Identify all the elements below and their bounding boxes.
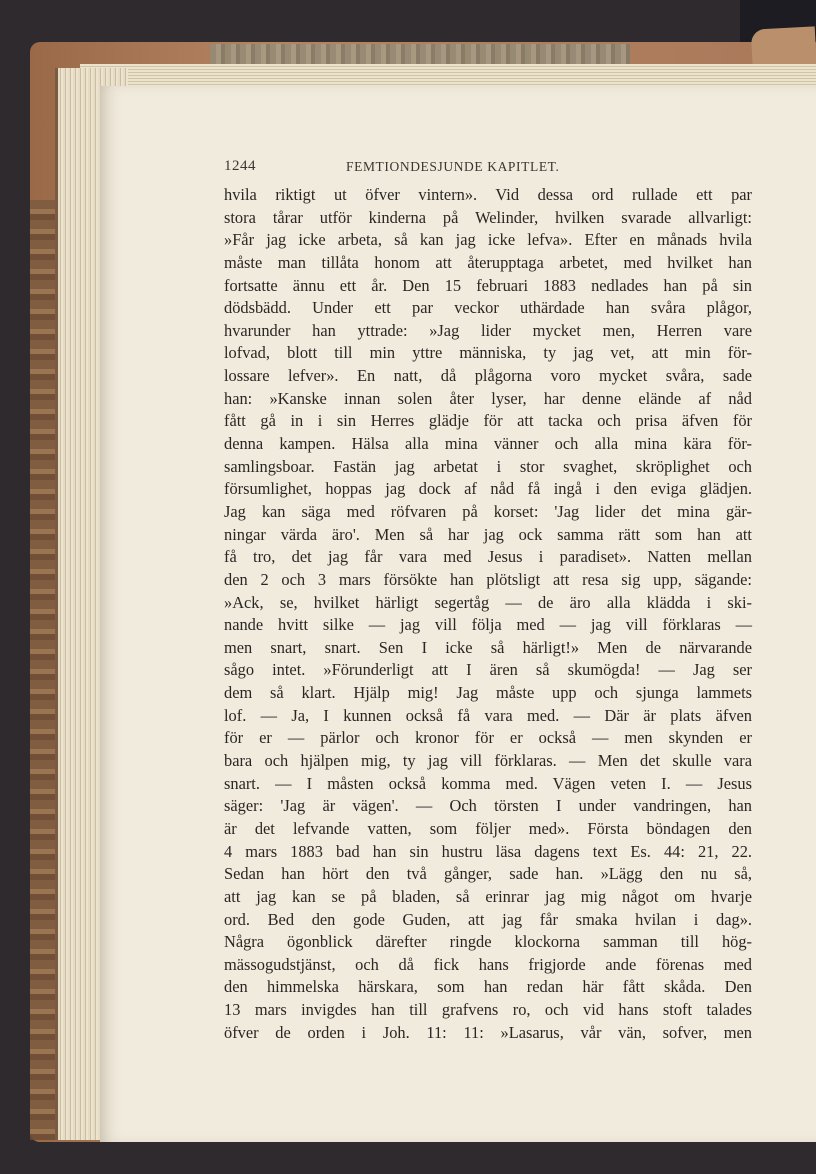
text-line: fått gå in i sin Herres glädje för att tacka och prisa äfven för: [224, 411, 752, 431]
text-line: hvila riktigt ut öfver vintern». Vid dessa ord rullade ett par: [224, 185, 752, 204]
text-line: att jag kan se på bladen, så erinrar jag mig något om hvarje: [224, 886, 752, 906]
text-line: måste man tillåta honom att återupptaga arbetet, med hvilket han: [224, 252, 752, 272]
text-line: dem så klart. Hjälp mig! Jag måste upp och sjunga lammets: [224, 683, 752, 703]
text-line: öfver de orden i Joh. 11: 11: »Lasarus, vår vän, sofver, men: [224, 1022, 752, 1042]
text-line: fortsatte ännu ett år. Den 15 februari 1883 nedlades han på sin: [224, 275, 752, 295]
text-line: 13 mars invigdes han till grafvens ro, och vid hans stoft talades: [224, 1000, 752, 1020]
running-head: [224, 158, 784, 182]
text-line: dödsbädd. Under ett par veckor uthärdade han svåra plågor,: [224, 298, 752, 318]
text-line: hvarunder han yttrade: »Jag lider mycket men, Herren vare: [224, 320, 752, 340]
text-line: lofvad, blott till min yttre människa, ty jag vet, att min för-: [224, 343, 752, 363]
text-line: för er — pärlor och kronor för er också — men skynden er: [224, 728, 752, 748]
text-line: 4 mars 1883 bad han sin hustru läsa dagens text Es. 44: 21, 22.: [224, 841, 752, 861]
text-line: lof. — Ja, I kunnen också få vara med. — Där är plats äfven: [224, 705, 752, 725]
text-line: men snart, snart. Sen I icke så härligt!» Men de närvarande: [224, 637, 752, 657]
text-line: få tro, det jag får vara med Jesus i paradiset». Natten mellan: [224, 547, 752, 567]
text-line: är det lefvande vatten, som följer med». Första böndagen den: [224, 818, 752, 838]
text-line: Jag kan säga med röfvaren på korset: 'Jag lider det mina gär-: [224, 501, 752, 521]
text-line: mässogudstjänst, och då fick hans frigjorde ande förenas med: [224, 954, 752, 974]
text-line: »Får jag icke arbeta, så kan jag icke lefva». Efter en månads hvila: [224, 230, 752, 250]
text-line: lossare lefver». En natt, då plågorna voro mycket svåra, sade: [224, 366, 752, 386]
text-line: försumlighet, hoppas jag dock af nåd få ingå i den eviga glädjen.: [224, 479, 752, 499]
text-line: Några ögonblick därefter ringde klockorna samman till hög-: [224, 932, 752, 952]
text-line: sågo intet. »Förunderligt att I ären så skumögda! — Jag ser: [224, 660, 752, 680]
text-line: ord. Bed den gode Guden, att jag får smaka hvilan i dag».: [224, 909, 752, 929]
body-text: [224, 184, 752, 1044]
text-line: Sedan han hört den två gånger, sade han. »Lägg den nu så,: [224, 864, 752, 884]
text-line: nande hvitt silke — jag vill följa med — jag vill förklaras —: [224, 615, 752, 635]
text-line: bara och hjälpen mig, ty jag vill förklaras. — Men det skulle vara: [224, 751, 752, 771]
text-line: »Ack, se, hvilket härligt segertåg — de äro alla klädda i ski-: [224, 592, 752, 612]
book-spine-edge: [30, 200, 56, 1140]
text-line: den 2 och 3 mars försökte han plötsligt att resa sig upp, sägande:: [224, 569, 752, 589]
text-line: samlingsboar. Fastän jag arbetat i stor svaghet, skröplighet och: [224, 456, 752, 476]
text-line: den himmelska härskara, som han redan här fått skåda. Den: [224, 977, 752, 997]
page-number: 1244: [224, 158, 256, 174]
chapter-title: FEMTIONDESJUNDE KAPITLET.: [346, 159, 560, 174]
text-line: han: »Kanske innan solen åter lyser, har denne elände af nåd: [224, 388, 752, 408]
text-line: säger: 'Jag är vägen'. — Och törsten I under vandringen, han: [224, 796, 752, 816]
text-line: denna kampen. Hälsa alla mina vänner och alla mina kära för-: [224, 434, 752, 454]
text-line: ningar värda äro'. Men så har jag ock samma rätt som han att: [224, 524, 752, 544]
text-line: stora tårar utför kinderna på Welinder, hvilken svarade allvarligt:: [224, 207, 752, 227]
text-line: snart. — I måsten också komma med. Vägen veten I. — Jesus: [224, 773, 752, 793]
